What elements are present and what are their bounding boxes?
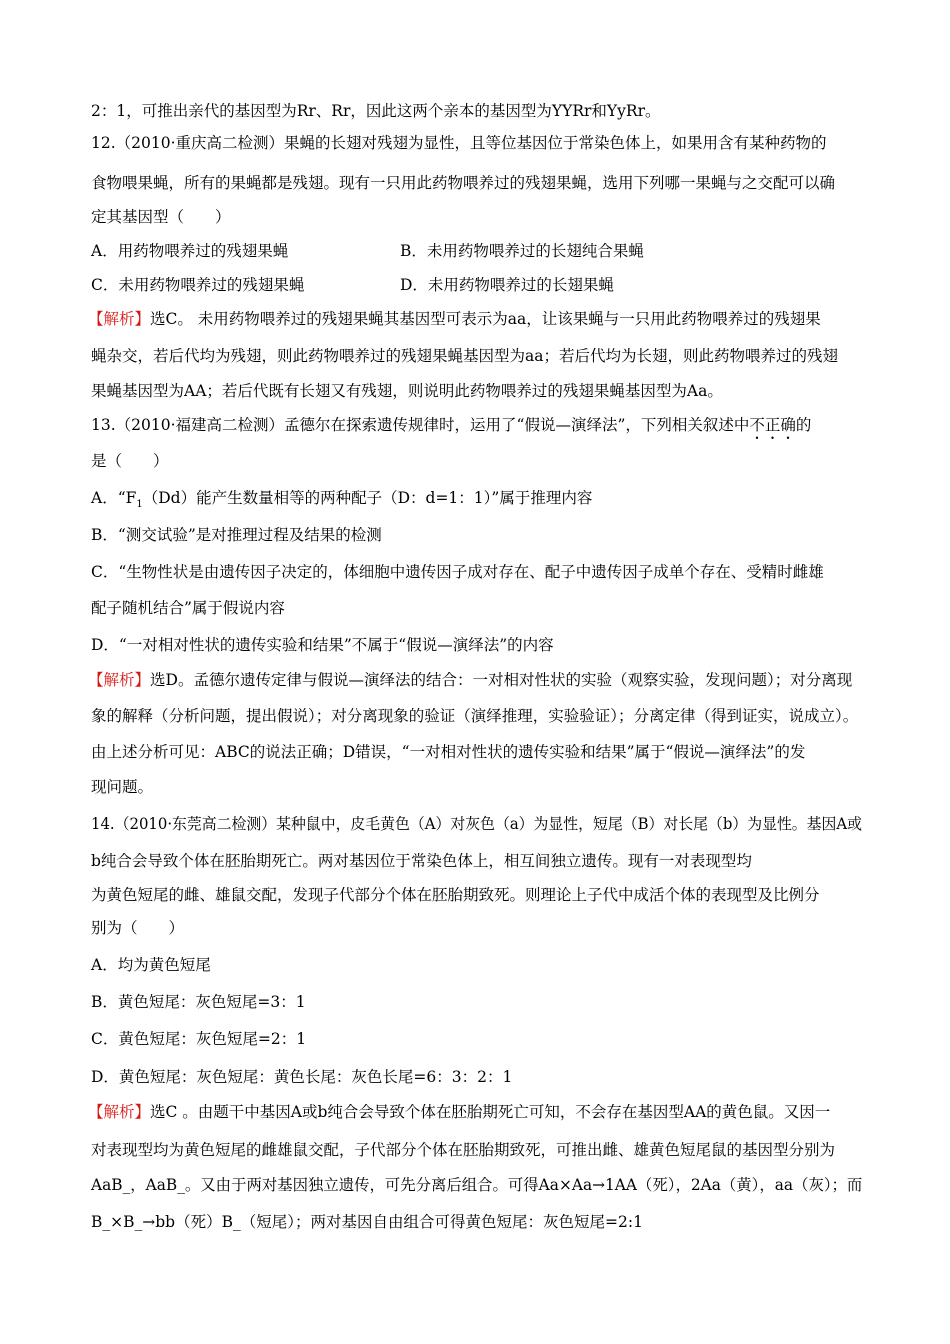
q12-stem-line-2: 食物喂果蝇，所有的果蝇都是残翅。现有一只用此药物喂养过的残翅果蝇，选用下列哪一果蝇与之交配可以确 <box>91 174 836 192</box>
q13-option-a <box>91 488 593 511</box>
q13-analysis-line-1 <box>88 670 852 690</box>
q14-option-b: B．黄色短尾：灰色短尾=3：1 <box>91 993 306 1011</box>
q14-option-c: C．黄色短尾：灰色短尾=2：1 <box>91 1030 307 1048</box>
q14-stem-line-2: b纯合会导致个体在胚胎期死亡。两对基因位于常染色体上，相互间独立遗传。现有一对表现型均 <box>91 852 752 870</box>
q13-analysis-line-4: 现问题。 <box>91 778 154 796</box>
q12-stem-line-3: 定其基因型（ ） <box>91 208 231 226</box>
q13-option-c-line-2: 配子随机结合”属于假说内容 <box>91 599 285 617</box>
q13-analysis-line-2: 象的解释（分析问题，提出假说）；对分离现象的验证（演绎推理，实验验证）；分离定律（得到证实，说成立）。 <box>91 707 859 725</box>
q13-analysis-line-3: 由上述分析可见：ABC的说法正确；D错误，“一对相对性状的遗传实验和结果”属于“假说—演绎法”的发 <box>91 743 806 761</box>
q14-analysis-line-3: AaB_，AaB_。又由于两对基因独立遗传，可先分离后组合。可得Aa×Aa→1AA（死），2Aa（黄），aa（灰）；而 <box>91 1176 863 1194</box>
q14-stem-line-3: 为黄色短尾的雌、雄鼠交配，发现子代部分个体在胚胎期致死。则理论上子代中成活个体的表现型及比例分 <box>91 886 820 904</box>
q13-stem-line-2: 是（ ） <box>91 452 169 470</box>
q13-option-c-line-1: C．“生物性状是由遗传因子决定的，体细胞中遗传因子成对存在、配子中遗传因子成单个存在、受精时雌雄 <box>91 563 824 581</box>
q13-stem-line-1 <box>91 415 811 443</box>
q12-analysis-line-1 <box>88 309 821 329</box>
q13-stem-text: 13.（2010·福建高二检测）孟德尔在探索遗传规律时，运用了“假说—演绎法”，下列相关叙述中 <box>91 416 750 434</box>
q14-option-d: D．黄色短尾：灰色短尾：黄色长尾：灰色长尾=6：3：2：1 <box>91 1068 513 1086</box>
q13-option-b: B．“测交试验”是对推理过程及结果的检测 <box>91 526 382 544</box>
q13-option-d: D．“一对相对性状的遗传实验和结果”不属于“假说—演绎法”的内容 <box>91 636 554 654</box>
analysis-text: 选D。孟德尔遗传定律与假说—演绎法的结合：一对相对性状的实验（观察实验，发现问题）；对分离现 <box>150 671 853 689</box>
q12-option-c: C．未用药物喂养过的残翅果蝇 <box>91 276 305 294</box>
analysis-label: 【解析】 <box>88 310 151 328</box>
q14-stem-line-4: 别为（ ） <box>91 919 185 937</box>
q12-option-d: D．未用药物喂养过的长翅果蝇 <box>400 276 614 294</box>
q13-option-a-text: A．“F <box>91 489 137 507</box>
previous-answer-tail: 2：1，可推出亲代的基因型为Rr、Rr，因此这两个亲本的基因型为YYRr和YyRr。 <box>91 102 661 120</box>
q13-stem-end: 的 <box>795 416 812 434</box>
q14-analysis-line-1 <box>88 1102 830 1122</box>
q14-analysis-line-4: B_×B_→bb（死）B_（短尾）；两对基因自由组合可得黄色短尾：灰色短尾=2:1 <box>91 1213 643 1231</box>
analysis-label: 【解析】 <box>88 1103 151 1121</box>
q14-option-a: A．均为黄色短尾 <box>91 956 211 974</box>
q13-option-a-rest: （Dd）能产生数量相等的两种配子（D：d=1：1）”属于推理内容 <box>142 489 593 507</box>
emphasis-not-correct: 不正确 <box>749 416 796 434</box>
q12-option-a: A．用药物喂养过的残翅果蝇 <box>91 242 289 260</box>
q14-stem-line-1: 14.（2010·东莞高二检测）某种鼠中，皮毛黄色（A）对灰色（a）为显性，短尾（B）对长尾（b）为显性。基因A或 <box>91 815 863 833</box>
q14-analysis-line-2: 对表现型均为黄色短尾的雌雄鼠交配，子代部分个体在胚胎期致死，可推出雌、雄黄色短尾鼠的基因型分别为 <box>91 1141 836 1159</box>
analysis-text: 选C 。由题干中基因A或b纯合会导致个体在胚胎期死亡可知，不会存在基因型AA的黄色鼠。又因一 <box>150 1103 831 1121</box>
subscript: 1 <box>136 499 143 511</box>
analysis-label: 【解析】 <box>88 671 151 689</box>
q12-stem-line-1: 12.（2010·重庆高二检测）果蝇的长翅对残翅为显性，且等位基因位于常染色体上，如果用含有某种药物的 <box>91 134 827 152</box>
q12-analysis-line-3: 果蝇基因型为AA；若后代既有长翅又有残翅，则说明此药物喂养过的残翅果蝇基因型为Aa。 <box>91 382 723 400</box>
q12-option-b: B．未用药物喂养过的长翅纯合果蝇 <box>400 242 644 260</box>
analysis-text: 选C。 未用药物喂养过的残翅果蝇其基因型可表示为aa，让该果蝇与一只用此药物喂养过的残翅果 <box>150 310 821 328</box>
q12-analysis-line-2: 蝇杂交，若后代均为残翅，则此药物喂养过的残翅果蝇基因型为aa；若后代均为长翅，则此药物喂养过的残翅 <box>91 347 838 365</box>
